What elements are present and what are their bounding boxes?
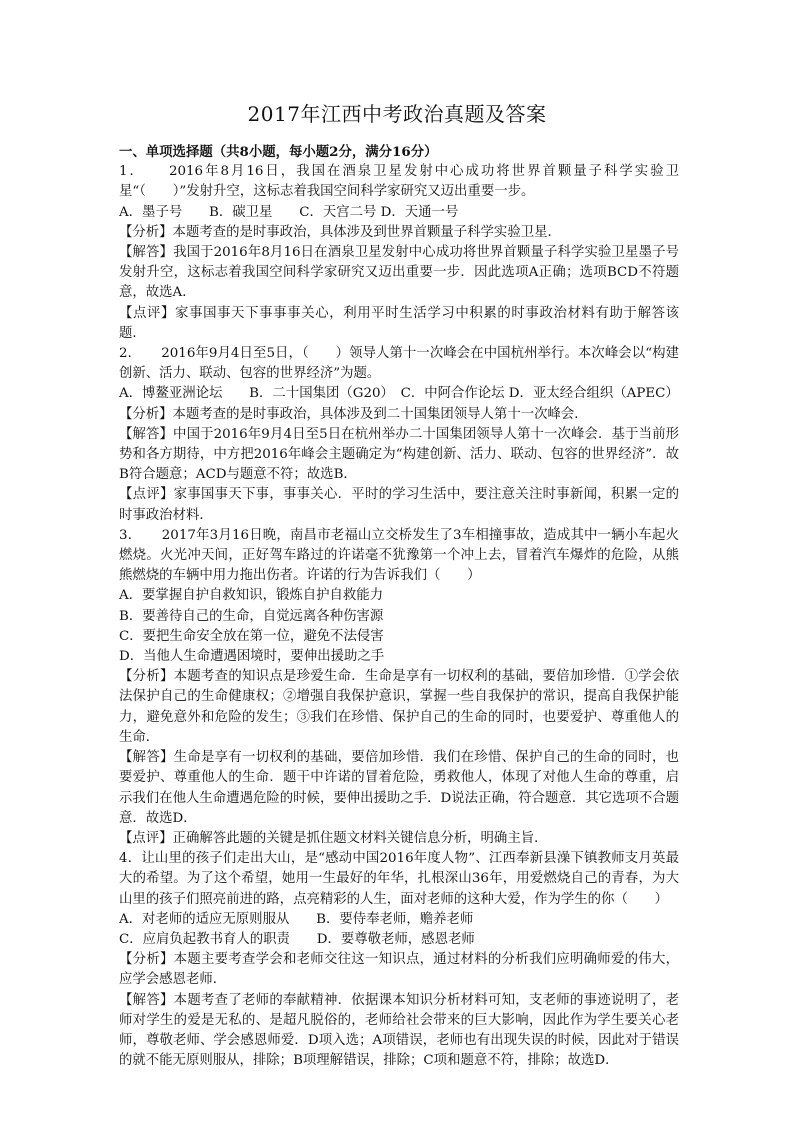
question-4-options-cd: C．应肩负起教书育人的职责 D．要尊敬老师，感恩老师 — [119, 931, 475, 947]
question-1-analysis: 【分析】本题考查的是时事政治，具体涉及到世界首颗量子科学实验卫星． — [119, 224, 561, 240]
question-2-stem: 2． 2016年9月4日至5日，（ ）领导人第十一次峰会在中国杭州举行。本次峰会以“构建创新、活力、联动、包容的世界经济”为题。 — [119, 346, 679, 382]
question-1-comment: 【点评】家事国事天下事事事关心，利用平时生活学习中积累的时事政治材料有助于解答该题． — [119, 305, 679, 341]
question-2-analysis: 【分析】本题考查的是时事政治，具体涉及到二十国集团领导人第十一次峰会． — [119, 406, 588, 422]
question-3-comment: 【点评】正确解答此题的关键是抓住题文材料关键信息分析，明确主旨． — [119, 830, 548, 846]
section-heading: 一、单项选择题（共8小题，每小题2分，满分16分） — [119, 144, 438, 160]
question-2-answer: 【解答】中国于2016年9月4日至5日在杭州举办二十国集团领导人第十一次峰会．基于当前形势和各方期待，中方把2016年峰会主题确定为“构建创新、活力、联动、包容的世界经济”．故B符合题意；ACD与题意不符；故选B． — [119, 426, 679, 483]
question-1-options: A．墨子号 B．碳卫星 C．天宫二号 D．天通一号 — [119, 204, 459, 220]
question-1-stem: 1． 2016年8月16日，我国在酒泉卫星发射中心成功将世界首颗量子科学实验卫星“（ ）”发射升空，这标志着我国空间科学家研究又迈出重要一步。 — [119, 164, 679, 200]
question-4-analysis: 【分析】本题主要考查学会和老师交往这一知识点，通过材料的分析我们应明确师爱的伟大，应学会感恩老师． — [119, 952, 679, 988]
question-3-option-d: D．当他人生命遭遇困境时，要伸出援助之手 — [119, 649, 385, 665]
page-title: 2017年江西中考政治真题及答案 — [247, 102, 547, 126]
question-2-comment: 【点评】家事国事天下事，事事关心．平时的学习生活中，要注意关注时事新闻，积累一定的时事政治材料． — [119, 487, 679, 523]
question-3-option-c: C．要把生命安全放在第一位，避免不法侵害 — [119, 628, 384, 644]
question-4-options-ab: A．对老师的适应无原则服从 B．要侍奉老师，赡养老师 — [119, 911, 474, 927]
question-2-options: A．博鳌亚洲论坛 B．二十国集团（G20） C．中阿合作论坛 D．亚太经合组织（APEC） — [119, 386, 679, 402]
question-3-option-a: A．要掌握自护自救知识，锻炼自护自救能力 — [119, 588, 384, 604]
question-4-stem: 4．让山里的孩子们走出大山，是“感动中国2016年度人物”、江西奉新县澡下镇教师支月英最大的希望。为了这个希望，她用一生最好的年华，扎根深山36年，用爱燃烧自己的青春，为大山里的孩子们照亮前进的路，点亮精彩的人生，面对老师的这种大爱，作为学生的你（ ） — [119, 851, 679, 907]
question-3-answer: 【解答】生命是享有一切权利的基础，要倍加珍惜．我们在珍惜、保护自己的生命的同时，也要爱护、尊重他人的生命．题干中许诺的冒着危险，勇救他人，体现了对他人生命的尊重，启示我们在他人生命遭遇危险的时候，要伸出援助之手．D说法正确，符合题意．其它选项不合题意．故选D． — [119, 750, 679, 826]
document-body — [119, 142, 679, 1071]
question-4-answer: 【解答】本题考查了老师的奉献精神．依据课本知识分析材料可知，支老师的事迹说明了，老师对学生的爱是无私的、是超凡脱俗的，老师给社会带来的巨大影响，因此作为学生要关心老师，尊敬老师、学会感恩师爱．D项入选；A项错误，老师也有出现失误的时候，因此对于错误的就不能无原则服从，排除；B项理解错误，排除；C项和题意不符，排除；故选D． — [119, 992, 679, 1069]
question-1-answer: 【解答】我国于2016年8月16日在酒泉卫星发射中心成功将世界首颗量子科学实验卫星墨子号发射升空，这标志着我国空间科学家研究又迈出重要一步．因此选项A正确；选项BCD不符题意，故选A． — [119, 245, 679, 301]
question-3-analysis: 【分析】本题考查的知识点是珍爱生命．生命是享有一切权利的基础，要倍加珍惜．①学会依法保护自己的生命健康权；②增强自我保护意识，掌握一些自我保护的常识，提高自我保护能力，避免意外和危险的发生；③我们在珍惜、保护自己的生命的同时，也要爱护、尊重他人的生命． — [119, 669, 679, 745]
question-3-option-b: B．要善待自己的生命，自觉远离各种伤害源 — [119, 608, 384, 624]
question-3-stem: 3． 2017年3月16日晚，南昌市老福山立交桥发生了3车相撞事故，造成其中一辆小车起火燃烧。火光冲天间，正好驾车路过的许诺毫不犹豫第一个冲上去，冒着汽车爆炸的危险，从熊熊燃烧的车辆中用力拖出伤者。许诺的行为告诉我们（ ） — [119, 527, 679, 584]
